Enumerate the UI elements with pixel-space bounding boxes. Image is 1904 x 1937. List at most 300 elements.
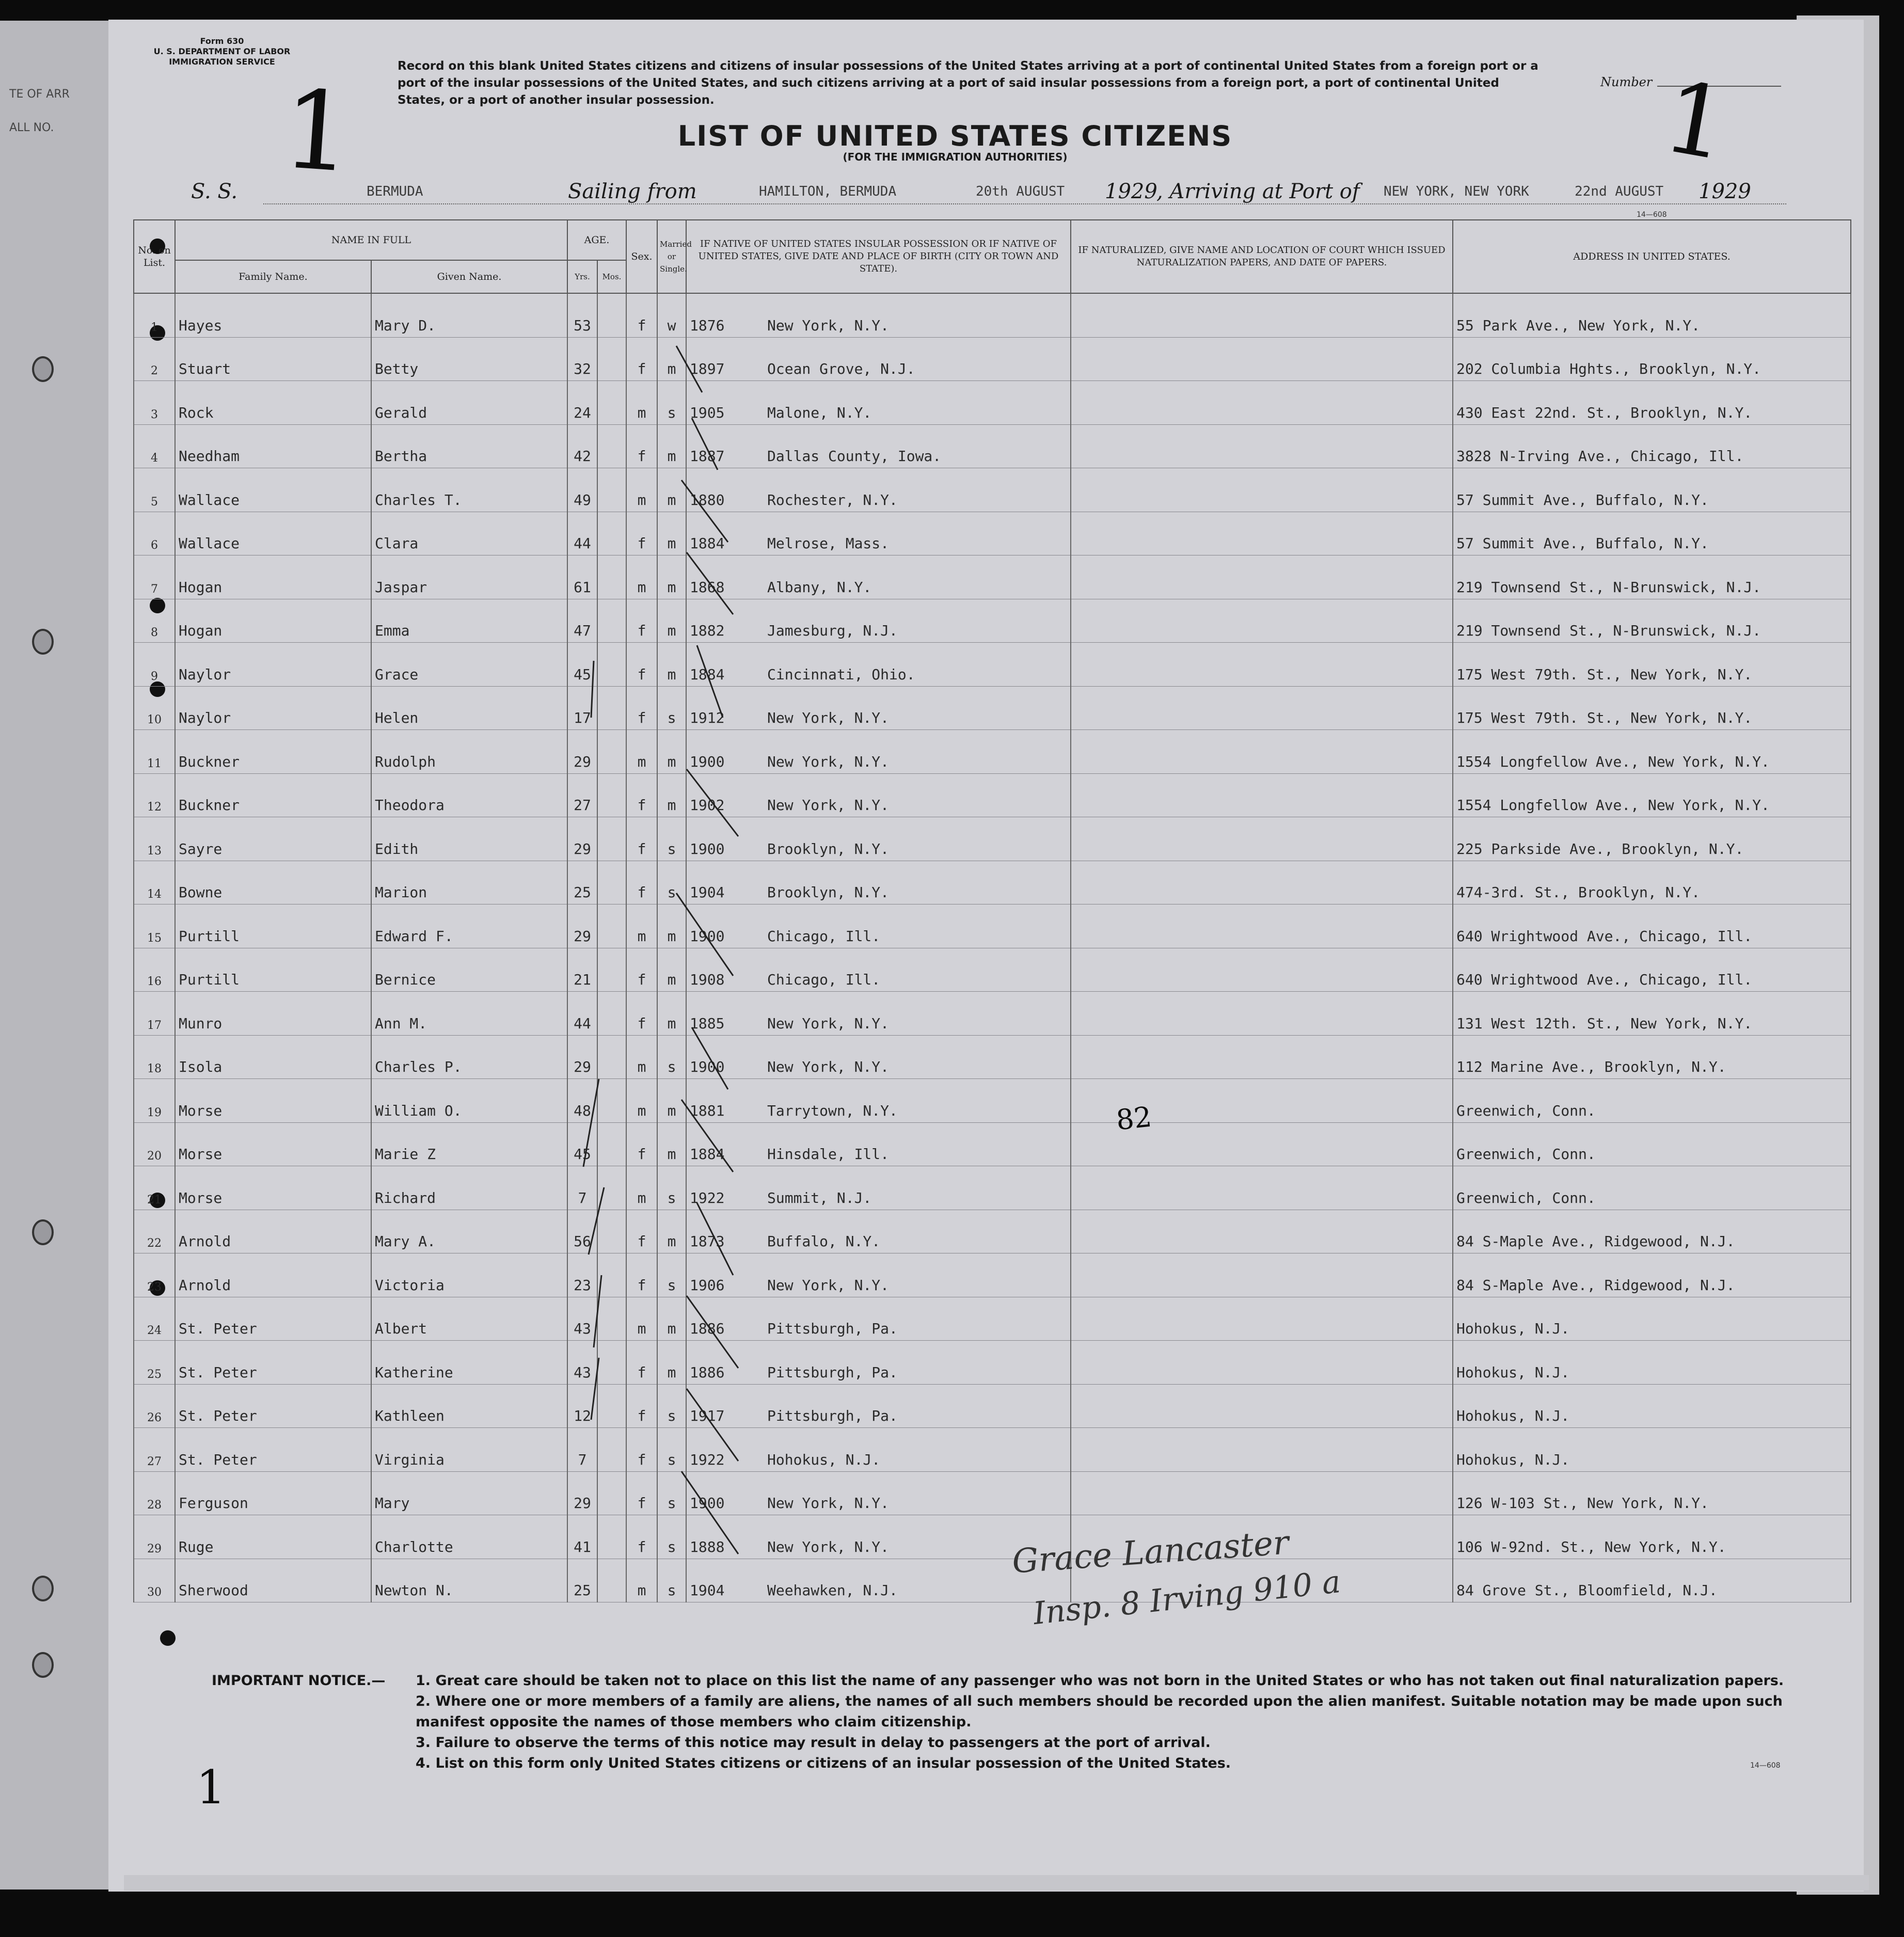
family-name-cell: Sayre bbox=[175, 817, 371, 861]
sex-cell: m bbox=[626, 1297, 657, 1341]
given-name-cell: Theodora bbox=[371, 773, 567, 817]
table-row bbox=[134, 555, 1851, 599]
family-name-cell: Ruge bbox=[175, 1515, 371, 1559]
given-name-cell: Edith bbox=[371, 817, 567, 861]
table-row bbox=[134, 730, 1851, 774]
family-name-cell: Bowne bbox=[175, 861, 371, 904]
naturalization-cell bbox=[1071, 1253, 1453, 1297]
sail-year: 1929 bbox=[1105, 180, 1157, 203]
given-name-cell: Bernice bbox=[371, 948, 567, 992]
family-name-cell: Morse bbox=[175, 1166, 371, 1210]
arrive-date: 22nd AUGUST bbox=[1575, 184, 1664, 199]
row-number-cell: 26 bbox=[134, 1384, 175, 1428]
given-name-cell: Gerald bbox=[371, 381, 567, 425]
address-cell: 1554 Longfellow Ave., New York, N.Y. bbox=[1453, 730, 1851, 774]
marital-status-cell: s bbox=[657, 1384, 686, 1428]
binder-hole bbox=[32, 1576, 54, 1601]
table-row bbox=[134, 1341, 1851, 1385]
birth-place: New York, N.Y. bbox=[767, 1058, 890, 1075]
arriving-label: , Arriving at Port of bbox=[1156, 180, 1360, 203]
sex-cell: m bbox=[626, 1035, 657, 1079]
sex-cell: f bbox=[626, 1122, 657, 1166]
row-number-cell: 10 bbox=[134, 686, 175, 730]
given-name-cell: Mary bbox=[371, 1471, 567, 1515]
age-months-cell bbox=[597, 1471, 626, 1515]
passenger-table bbox=[133, 219, 1851, 1602]
naturalization-cell bbox=[1071, 773, 1453, 817]
to-port: NEW YORK, NEW YORK bbox=[1384, 184, 1529, 199]
birth-year: 1887 bbox=[690, 448, 725, 465]
row-number-cell: 12 bbox=[134, 773, 175, 817]
naturalization-cell bbox=[1071, 1297, 1453, 1341]
birth-place: New York, N.Y. bbox=[767, 753, 890, 770]
row-number-cell: 5 bbox=[134, 468, 175, 512]
address-cell: 640 Wrightwood Ave., Chicago, Ill. bbox=[1453, 948, 1851, 992]
marital-status-cell: m bbox=[657, 1297, 686, 1341]
marital-status-cell: s bbox=[657, 1035, 686, 1079]
age-years-cell: 56 bbox=[567, 1210, 597, 1253]
birth-place: New York, N.Y. bbox=[767, 797, 890, 814]
sex-cell: f bbox=[626, 992, 657, 1036]
table-row bbox=[134, 992, 1851, 1036]
row-number-cell: 14 bbox=[134, 861, 175, 904]
given-name-cell: Clara bbox=[371, 512, 567, 555]
birth-place: Pittsburgh, Pa. bbox=[767, 1363, 898, 1381]
age-years-cell: 48 bbox=[567, 1079, 597, 1123]
given-name-cell: William O. bbox=[371, 1079, 567, 1123]
family-name-cell: St. Peter bbox=[175, 1341, 371, 1385]
family-name-cell: Buckner bbox=[175, 773, 371, 817]
address-cell: 57 Summit Ave., Buffalo, N.Y. bbox=[1453, 512, 1851, 555]
marital-status-cell: m bbox=[657, 424, 686, 468]
sex-cell: m bbox=[626, 1079, 657, 1123]
table-row bbox=[134, 1035, 1851, 1079]
sex-cell: f bbox=[626, 861, 657, 904]
birth-year: 1868 bbox=[690, 578, 725, 596]
marital-status-cell: s bbox=[657, 1471, 686, 1515]
family-name-cell: Naylor bbox=[175, 643, 371, 687]
marital-status-cell: m bbox=[657, 1210, 686, 1253]
address-cell: 84 Grove St., Bloomfield, N.J. bbox=[1453, 1559, 1851, 1602]
family-name-cell: Arnold bbox=[175, 1253, 371, 1297]
given-name-cell: Charlotte bbox=[371, 1515, 567, 1559]
birth-year: 1905 bbox=[690, 404, 725, 421]
table-row bbox=[134, 1471, 1851, 1515]
address-cell: 126 W-103 St., New York, N.Y. bbox=[1453, 1471, 1851, 1515]
age-years-cell: 61 bbox=[567, 555, 597, 599]
form-id-block bbox=[145, 36, 299, 67]
age-months-cell bbox=[597, 293, 626, 337]
notice-lead: IMPORTANT NOTICE.— bbox=[212, 1673, 386, 1689]
table-row bbox=[134, 817, 1851, 861]
family-name-cell: St. Peter bbox=[175, 1384, 371, 1428]
sex-cell: f bbox=[626, 1428, 657, 1472]
age-years-cell: 29 bbox=[567, 904, 597, 948]
naturalization-cell bbox=[1071, 904, 1453, 948]
naturalization-cell bbox=[1071, 1341, 1453, 1385]
row-number-cell: 24 bbox=[134, 1297, 175, 1341]
table-row bbox=[134, 293, 1851, 337]
naturalization-cell bbox=[1071, 337, 1453, 381]
sex-cell: f bbox=[626, 337, 657, 381]
table-row bbox=[134, 861, 1851, 904]
col-no-header: No. on List. bbox=[134, 220, 175, 293]
table-row bbox=[134, 1384, 1851, 1428]
birth-place: Tarrytown, N.Y. bbox=[767, 1102, 898, 1119]
birth-year: 1885 bbox=[690, 1014, 725, 1032]
age-years-cell: 49 bbox=[567, 468, 597, 512]
birth-year: 1882 bbox=[690, 622, 725, 639]
address-cell: 640 Wrightwood Ave., Chicago, Ill. bbox=[1453, 904, 1851, 948]
birth-year: 1897 bbox=[690, 360, 725, 377]
stub-text-1: TE OF ARR bbox=[9, 88, 70, 101]
given-name-cell: Virginia bbox=[371, 1428, 567, 1472]
underlying-sheet bbox=[0, 21, 124, 1890]
col-birth-header: IF NATIVE OF UNITED STATES INSULAR POSSESSION OR IF NATIVE OF UNITED STATES, GIVE DATE AND PLACE OF BIRTH (CITY OR TOWN AND STATE). bbox=[686, 220, 1071, 293]
row-number-cell: 29 bbox=[134, 1515, 175, 1559]
inspector-note: Insp. 8 Irving 910 a bbox=[1031, 1563, 1342, 1632]
given-name-cell: Bertha bbox=[371, 424, 567, 468]
birth-year: 1884 bbox=[690, 1146, 725, 1163]
age-years-cell: 53 bbox=[567, 293, 597, 337]
marital-status-cell: m bbox=[657, 555, 686, 599]
given-name-cell: Albert bbox=[371, 1297, 567, 1341]
address-cell: 57 Summit Ave., Buffalo, N.Y. bbox=[1453, 468, 1851, 512]
birth-year: 1900 bbox=[690, 753, 725, 770]
age-years-cell: 29 bbox=[567, 817, 597, 861]
birth-place: Buffalo, N.Y. bbox=[767, 1233, 881, 1250]
page-title: LIST OF UNITED STATES CITIZENS bbox=[677, 120, 1233, 152]
col-married-header: Married or Single. bbox=[657, 220, 686, 293]
address-cell: 175 West 79th. St., New York, N.Y. bbox=[1453, 643, 1851, 687]
row-number-cell: 23 bbox=[134, 1253, 175, 1297]
sailing-label: Sailing from bbox=[568, 180, 697, 203]
age-years-cell: 29 bbox=[567, 730, 597, 774]
given-name-cell: Edward F. bbox=[371, 904, 567, 948]
naturalization-cell bbox=[1071, 424, 1453, 468]
check-marks bbox=[666, 325, 749, 1600]
given-name-cell: Charles P. bbox=[371, 1035, 567, 1079]
address-cell: 225 Parkside Ave., Brooklyn, N.Y. bbox=[1453, 817, 1851, 861]
birth-year: 1922 bbox=[690, 1189, 725, 1206]
address-cell: 474-3rd. St., Brooklyn, N.Y. bbox=[1453, 861, 1851, 904]
table-row bbox=[134, 468, 1851, 512]
sex-cell: f bbox=[626, 1341, 657, 1385]
table-row bbox=[134, 381, 1851, 425]
row-number-cell: 2 bbox=[134, 337, 175, 381]
number-label: Number bbox=[1600, 75, 1653, 89]
birth-place: New York, N.Y. bbox=[767, 1495, 890, 1512]
given-name-cell: Grace bbox=[371, 643, 567, 687]
table-row bbox=[134, 1559, 1851, 1602]
row-number-cell: 19 bbox=[134, 1079, 175, 1123]
row-number-cell: 1 bbox=[134, 293, 175, 337]
department-label: U. S. DEPARTMENT OF LABOR bbox=[153, 46, 291, 56]
age-years-cell: 27 bbox=[567, 773, 597, 817]
age-years-cell: 24 bbox=[567, 381, 597, 425]
age-months-cell bbox=[597, 1428, 626, 1472]
birth-place: Chicago, Ill. bbox=[767, 927, 881, 945]
birth-year: 1886 bbox=[690, 1363, 725, 1381]
birth-year: 1886 bbox=[690, 1320, 725, 1337]
col-family-header: Family Name. bbox=[175, 260, 371, 293]
age-years-cell: 7 bbox=[567, 1428, 597, 1472]
birth-place: Brooklyn, N.Y. bbox=[767, 884, 890, 901]
age-years-cell: 47 bbox=[567, 599, 597, 643]
col-address-header: ADDRESS IN UNITED STATES. bbox=[1453, 220, 1851, 293]
print-code-bottom: 14—608 bbox=[1750, 1761, 1781, 1770]
naturalization-cell bbox=[1071, 643, 1453, 687]
marital-status-cell: s bbox=[657, 1559, 686, 1602]
given-name-cell: Helen bbox=[371, 686, 567, 730]
inspector-signature: Grace Lancaster bbox=[1011, 1523, 1290, 1581]
passenger-rows bbox=[134, 293, 1851, 1602]
birth-place: Chicago, Ill. bbox=[767, 971, 881, 988]
marital-status-cell: s bbox=[657, 817, 686, 861]
address-cell: 84 S-Maple Ave., Ridgewood, N.J. bbox=[1453, 1253, 1851, 1297]
family-name-cell: Munro bbox=[175, 992, 371, 1036]
marital-status-cell: m bbox=[657, 730, 686, 774]
row-number-cell: 15 bbox=[134, 904, 175, 948]
sex-cell: f bbox=[626, 1253, 657, 1297]
given-name-cell: Rudolph bbox=[371, 730, 567, 774]
service-label: IMMIGRATION SERVICE bbox=[169, 57, 275, 67]
family-name-cell: Morse bbox=[175, 1079, 371, 1123]
birth-place: Summit, N.J. bbox=[767, 1189, 872, 1206]
given-name-cell: Katherine bbox=[371, 1341, 567, 1385]
age-years-cell: 17 bbox=[567, 686, 597, 730]
birth-year: 1908 bbox=[690, 971, 725, 988]
table-row bbox=[134, 773, 1851, 817]
marital-status-cell: m bbox=[657, 904, 686, 948]
birth-year: 1876 bbox=[690, 316, 725, 334]
row-number-cell: 28 bbox=[134, 1471, 175, 1515]
birth-year: 1884 bbox=[690, 535, 725, 552]
row-number-cell: 4 bbox=[134, 424, 175, 468]
col-name-header: NAME IN FULL bbox=[175, 220, 567, 260]
family-name-cell: Ferguson bbox=[175, 1471, 371, 1515]
address-cell: 175 West 79th. St., New York, N.Y. bbox=[1453, 686, 1851, 730]
birth-place: Jamesburg, N.J. bbox=[767, 622, 898, 639]
marital-status-cell: s bbox=[657, 1428, 686, 1472]
birth-year: 1900 bbox=[690, 840, 725, 858]
row-number-cell: 8 bbox=[134, 599, 175, 643]
birth-place: New York, N.Y. bbox=[767, 1538, 890, 1555]
marital-status-cell: s bbox=[657, 1166, 686, 1210]
age-months-cell bbox=[597, 337, 626, 381]
table-row bbox=[134, 424, 1851, 468]
address-cell: Hohokus, N.J. bbox=[1453, 1428, 1851, 1472]
notice-item: 1. Great care should be taken not to place on this list the name of any passenger who was not born in the United States or who has not taken out final naturalization papers. bbox=[416, 1673, 1784, 1689]
birth-year: 1904 bbox=[690, 1582, 725, 1599]
handwritten-page-number-right: 1 bbox=[1655, 59, 1737, 183]
given-name-cell: Mary A. bbox=[371, 1210, 567, 1253]
naturalization-cell bbox=[1071, 1471, 1453, 1515]
birth-place: New York, N.Y. bbox=[767, 709, 890, 726]
age-years-cell: 44 bbox=[567, 512, 597, 555]
marital-status-cell: m bbox=[657, 948, 686, 992]
birth-place: New York, N.Y. bbox=[767, 1014, 890, 1032]
family-name-cell: St. Peter bbox=[175, 1428, 371, 1472]
family-name-cell: Purtill bbox=[175, 948, 371, 992]
family-name-cell: Purtill bbox=[175, 904, 371, 948]
address-cell: 3828 N-Irving Ave., Chicago, Ill. bbox=[1453, 424, 1851, 468]
age-years-cell: 41 bbox=[567, 1515, 597, 1559]
marital-status-cell: w bbox=[657, 293, 686, 337]
given-name-cell: Betty bbox=[371, 337, 567, 381]
age-years-cell: 25 bbox=[567, 861, 597, 904]
notice-item: 3. Failure to observe the terms of this notice may result in delay to passengers at the port of arrival. bbox=[416, 1735, 1211, 1751]
birth-place: Malone, N.Y. bbox=[767, 404, 872, 421]
sex-cell: m bbox=[626, 468, 657, 512]
given-name-cell: Jaspar bbox=[371, 555, 567, 599]
margin-strokes bbox=[563, 656, 614, 1430]
marital-status-cell: m bbox=[657, 1122, 686, 1166]
marital-status-cell: s bbox=[657, 381, 686, 425]
given-name-cell: Marie Z bbox=[371, 1122, 567, 1166]
age-years-cell: 29 bbox=[567, 1471, 597, 1515]
row-number-cell: 3 bbox=[134, 381, 175, 425]
given-name-cell: Charles T. bbox=[371, 468, 567, 512]
age-years-cell: 29 bbox=[567, 1035, 597, 1079]
sex-cell: f bbox=[626, 817, 657, 861]
sex-cell: m bbox=[626, 555, 657, 599]
address-cell: Hohokus, N.J. bbox=[1453, 1297, 1851, 1341]
birth-year: 1922 bbox=[690, 1451, 725, 1468]
age-years-cell: 7 bbox=[567, 1166, 597, 1210]
family-name-cell: Isola bbox=[175, 1035, 371, 1079]
naturalization-cell bbox=[1071, 686, 1453, 730]
sex-cell: f bbox=[626, 686, 657, 730]
ship-name: BERMUDA bbox=[367, 184, 423, 199]
sex-cell: f bbox=[626, 293, 657, 337]
stub-text-2: ALL NO. bbox=[9, 121, 54, 134]
row-number-cell: 30 bbox=[134, 1559, 175, 1602]
marital-status-cell: m bbox=[657, 599, 686, 643]
birth-year: 1906 bbox=[690, 1276, 725, 1294]
address-cell: 219 Townsend St., N-Brunswick, N.J. bbox=[1453, 555, 1851, 599]
family-name-cell: St. Peter bbox=[175, 1297, 371, 1341]
age-years-cell: 45 bbox=[567, 1122, 597, 1166]
sex-cell: m bbox=[626, 904, 657, 948]
sail-date: 20th AUGUST bbox=[976, 184, 1065, 199]
row-number-cell: 25 bbox=[134, 1341, 175, 1385]
age-years-cell: 45 bbox=[567, 643, 597, 687]
table-row bbox=[134, 1079, 1851, 1123]
table-row bbox=[134, 948, 1851, 992]
table-row bbox=[134, 1210, 1851, 1253]
family-name-cell: Sherwood bbox=[175, 1559, 371, 1602]
address-cell: Hohokus, N.J. bbox=[1453, 1341, 1851, 1385]
family-name-cell: Hayes bbox=[175, 293, 371, 337]
birth-place: Cincinnati, Ohio. bbox=[767, 665, 915, 683]
age-months-cell bbox=[597, 1559, 626, 1602]
punch-dot bbox=[160, 1630, 176, 1646]
family-name-cell: Morse bbox=[175, 1122, 371, 1166]
address-cell: 131 West 12th. St., New York, N.Y. bbox=[1453, 992, 1851, 1036]
birth-year: 1873 bbox=[690, 1233, 725, 1250]
birth-place: Ocean Grove, N.J. bbox=[767, 360, 915, 377]
naturalization-cell bbox=[1071, 1428, 1453, 1472]
marital-status-cell: m bbox=[657, 1079, 686, 1123]
col-naturalized-header: IF NATURALIZED, GIVE NAME AND LOCATION OF COURT WHICH ISSUED NATURALIZATION PAPERS, AND DATE OF PAPERS. bbox=[1071, 220, 1453, 293]
voyage-underline bbox=[263, 203, 1786, 204]
handwritten-page-number-left: 1 bbox=[278, 66, 357, 197]
marital-status-cell: m bbox=[657, 992, 686, 1036]
sex-cell: m bbox=[626, 1166, 657, 1210]
birth-place: Hohokus, N.J. bbox=[767, 1451, 881, 1468]
birth-place: Dallas County, Iowa. bbox=[767, 448, 942, 465]
row-number-cell: 20 bbox=[134, 1122, 175, 1166]
marital-status-cell: m bbox=[657, 512, 686, 555]
birth-place: Weehawken, N.J. bbox=[767, 1582, 898, 1599]
binder-hole bbox=[32, 1219, 54, 1245]
naturalization-cell bbox=[1071, 293, 1453, 337]
birth-year: 1912 bbox=[690, 709, 725, 726]
address-cell: 55 Park Ave., New York, N.Y. bbox=[1453, 293, 1851, 337]
instructions: Record on this blank United States citizens and citizens of insular possessions of the United States arriving at a port of continental United States from a foreign port or a port of the insular possessions of the United States, and such citizens arriving at a port of said insular possessions from a foreign port, a port of continental United States, or a port of another insular possession. bbox=[398, 59, 1538, 107]
birth-year: 1902 bbox=[690, 797, 725, 814]
marital-status-cell: m bbox=[657, 337, 686, 381]
marital-status-cell: m bbox=[657, 773, 686, 817]
address-cell: Greenwich, Conn. bbox=[1453, 1166, 1851, 1210]
sex-cell: f bbox=[626, 1384, 657, 1428]
age-months-cell bbox=[597, 381, 626, 425]
family-name-cell: Stuart bbox=[175, 337, 371, 381]
row-number-cell: 13 bbox=[134, 817, 175, 861]
family-name-cell: Buckner bbox=[175, 730, 371, 774]
address-cell: 202 Columbia Hghts., Brooklyn, N.Y. bbox=[1453, 337, 1851, 381]
given-name-cell: Ann M. bbox=[371, 992, 567, 1036]
address-cell: 1554 Longfellow Ave., New York, N.Y. bbox=[1453, 773, 1851, 817]
print-code-top: 14—608 bbox=[1637, 211, 1667, 219]
sex-cell: m bbox=[626, 730, 657, 774]
marital-status-cell: s bbox=[657, 861, 686, 904]
notice-items bbox=[416, 1671, 1815, 1774]
sex-cell: f bbox=[626, 1515, 657, 1559]
sex-cell: f bbox=[626, 773, 657, 817]
birth-place: Rochester, N.Y. bbox=[767, 491, 898, 509]
marital-status-cell: s bbox=[657, 1253, 686, 1297]
age-years-cell: 42 bbox=[567, 424, 597, 468]
marital-status-cell: m bbox=[657, 1341, 686, 1385]
table-row bbox=[134, 599, 1851, 643]
age-years-cell: 25 bbox=[567, 1559, 597, 1602]
naturalization-cell bbox=[1071, 861, 1453, 904]
row-number-cell: 22 bbox=[134, 1210, 175, 1253]
table-row bbox=[134, 1297, 1851, 1341]
given-name-cell: Victoria bbox=[371, 1253, 567, 1297]
address-cell: 112 Marine Ave., Brooklyn, N.Y. bbox=[1453, 1035, 1851, 1079]
sheet-bottom-edge bbox=[124, 1875, 1869, 1891]
given-name-cell: Mary D. bbox=[371, 293, 567, 337]
row-number-cell: 17 bbox=[134, 992, 175, 1036]
naturalization-cell bbox=[1071, 948, 1453, 992]
birth-place: Brooklyn, N.Y. bbox=[767, 840, 890, 858]
address-cell: 106 W-92nd. St., New York, N.Y. bbox=[1453, 1515, 1851, 1559]
col-age-header: AGE. bbox=[567, 220, 626, 260]
table-row bbox=[134, 643, 1851, 687]
birth-year: 1880 bbox=[690, 491, 725, 509]
age-months-cell bbox=[597, 1515, 626, 1559]
table-row bbox=[134, 1515, 1851, 1559]
naturalization-cell bbox=[1071, 1166, 1453, 1210]
col-given-header: Given Name. bbox=[371, 260, 567, 293]
naturalization-cell bbox=[1071, 1035, 1453, 1079]
sex-cell: f bbox=[626, 1471, 657, 1515]
row-number-cell: 7 bbox=[134, 555, 175, 599]
given-name-cell: Richard bbox=[371, 1166, 567, 1210]
